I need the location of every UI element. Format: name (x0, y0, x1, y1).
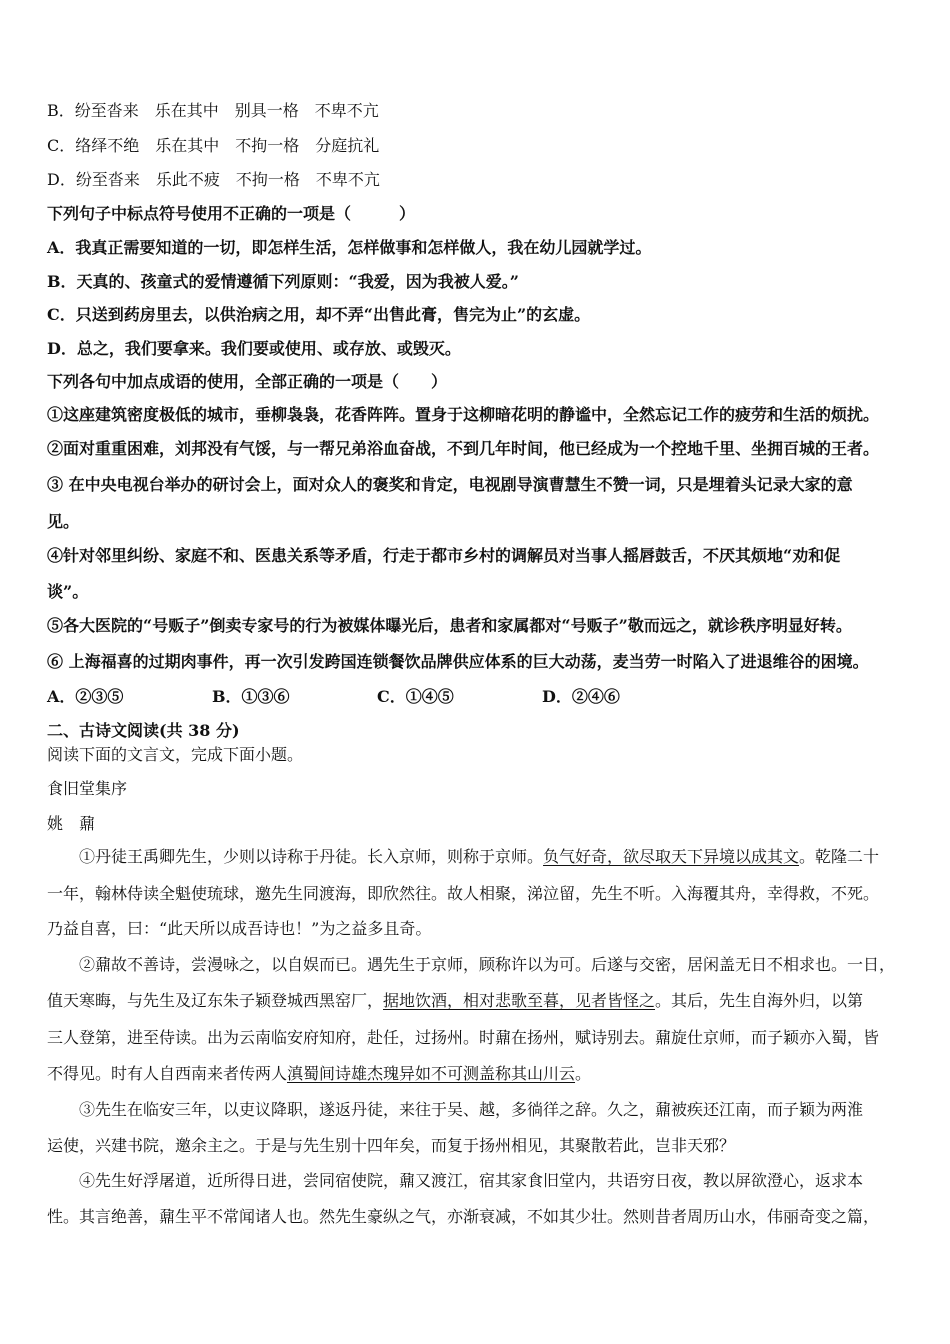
sentence-4-line-2: 谈”。 (47, 582, 89, 601)
section-instruction: 阅读下面的文言文，完成下面小题。 (47, 745, 304, 764)
question-stem: 下列各句中加点成语的使用，全部正确的一项是（ ） (47, 372, 448, 391)
sentence-5: ⑤各大医院的“号贩子”倒卖专家号的行为被媒体曝光后，患者和家属都对“号贩子”敬而远之，就诊秩序明显好转。 (47, 616, 852, 635)
paragraph-4-line-2: 性。其言绝善，鼐生平不常闻诸人也。然先生豪纵之气，亦渐衰减，不如其少壮。然则昔者周历山水，伟丽奇变之篇， (47, 1207, 880, 1226)
option-c: C．络绎不绝 乐在其中 不拘一格 分庭抗礼 (47, 136, 380, 155)
section-heading: 二、古诗文阅读(共 38 分) (47, 721, 240, 740)
option-c: C．①④⑤ (377, 687, 454, 706)
option-d: D．纷至沓来 乐此不疲 不拘一格 不卑不亢 (47, 170, 380, 189)
underlined-phrase: 据地饮酒，相对悲歌至暮，见者皆怪之 (383, 991, 656, 1010)
paragraph-2-line-3: 三人登第，进至侍读。出为云南临安府知府，赴任，过扬州。时鼐在扬州，赋诗别去。鼐旋仕京师，而子颖亦入蜀，皆 (47, 1028, 880, 1047)
question-stem: 下列句子中标点符号使用不正确的一项是（ ） (47, 204, 416, 223)
text-run: ①丹徒王禹卿先生，少则以诗称于丹徒。长入京师，则称于京师。 (79, 847, 544, 866)
paragraph-2-line-4 (47, 1063, 916, 1085)
paragraph-2-line-2 (47, 990, 916, 1012)
paragraph-1-line-2: 一年，翰林侍读全魁使琉球，邀先生同渡海，即欣然往。故人相聚，涕泣留，先生不听。入海覆其舟，幸得救，不死。 (47, 884, 880, 903)
sentence-1: ①这座建筑密度极低的城市，垂柳袅袅，花香阵阵。置身于这柳暗花明的静谧中，全然忘记工作的疲劳和生活的烦扰。 (47, 405, 880, 424)
sentence-6: ⑥ 上海福喜的过期肉事件，再一次引发跨国连锁餐饮品牌供应体系的巨大动荡，麦当劳一时陷入了进退维谷的困境。 (47, 652, 869, 671)
sentence-2: ②面对重重困难，刘邦没有气馁，与一帮兄弟浴血奋战，不到几年时间，他已经成为一个控地千里、坐拥百城的王者。 (47, 439, 880, 458)
text-run: 。 (575, 1064, 592, 1083)
passage-title: 食旧堂集序 (47, 779, 128, 798)
underlined-phrase: 滇蜀间诗雄杰瑰异如不可测盖称其山川云 (287, 1064, 576, 1083)
sentence-3-line-1: ③ 在中央电视台举办的研讨会上，面对众人的褒奖和肯定，电视剧导演曹慧生不赞一词，只是埋着头记录大家的意 (47, 475, 853, 494)
sentence-3-line-2: 见。 (47, 512, 80, 531)
paragraph-1-line-1 (79, 846, 916, 868)
option-c: C．只送到药房里去，以供治病之用，却不弄“出售此膏，售完为止”的玄虚。 (47, 305, 591, 324)
option-d: D．总之，我们要拿来。我们要或使用、或存放、或毁灭。 (47, 339, 461, 358)
option-a: A．我真正需要知道的一切，即怎样生活，怎样做事和怎样做人，我在幼儿园就学过。 (47, 238, 652, 257)
option-d: D．②④⑥ (542, 687, 620, 706)
underlined-phrase: 负气好奇，欲尽取天下异境以成其文 (543, 847, 800, 866)
option-b: B．纷至沓来 乐在其中 别具一格 不卑不亢 (47, 101, 379, 120)
passage-author: 姚 鼐 (47, 814, 96, 833)
text-run: 。乾隆二十 (799, 847, 880, 866)
text-run: 不得见。时有人自西南来者传两人 (47, 1064, 288, 1083)
paragraph-3-line-2: 运使，兴建书院，邀余主之。于是与先生别十四年矣，而复于扬州相见，其聚散若此，岂非天邪？ (47, 1136, 736, 1155)
option-b: B．①③⑥ (212, 687, 290, 706)
paragraph-1-line-3: 乃益自喜，曰：“此天所以成吾诗也！”为之益多且奇。 (47, 919, 432, 938)
text-run: 。其后，先生自海外归，以第 (655, 991, 864, 1010)
text-run: 值天寒晦，与先生及辽东朱子颖登城西黑窑厂， (47, 991, 384, 1010)
option-b: B．天真的、孩童式的爱情遵循下列原则：“我爱，因为我被人爱。” (47, 272, 519, 291)
sentence-4-line-1: ④针对邻里纠纷、家庭不和、医患关系等矛盾，行走于都市乡村的调解员对当事人摇唇鼓舌，不厌其烦地“劝和促 (47, 546, 841, 565)
paragraph-2-line-1: ②鼐故不善诗，尝漫咏之，以自娱而已。遇先生于京师，顾称许以为可。后遂与交密，居闲盖无日不相求也。一日， (79, 955, 896, 974)
paragraph-4-line-1: ④先生好浮屠道，近所得日进，尝同宿使院，鼐又渡江，宿其家食旧堂内，共语穷日夜，教以屏欲澄心，返求本 (79, 1171, 864, 1190)
paragraph-3-line-1: ③先生在临安三年，以吏议降职，遂返丹徒，来往于吴、越，多徜徉之辞。久之，鼐被疾还江南，而子颖为两淮 (79, 1100, 864, 1119)
option-a: A．②③⑤ (47, 687, 124, 706)
